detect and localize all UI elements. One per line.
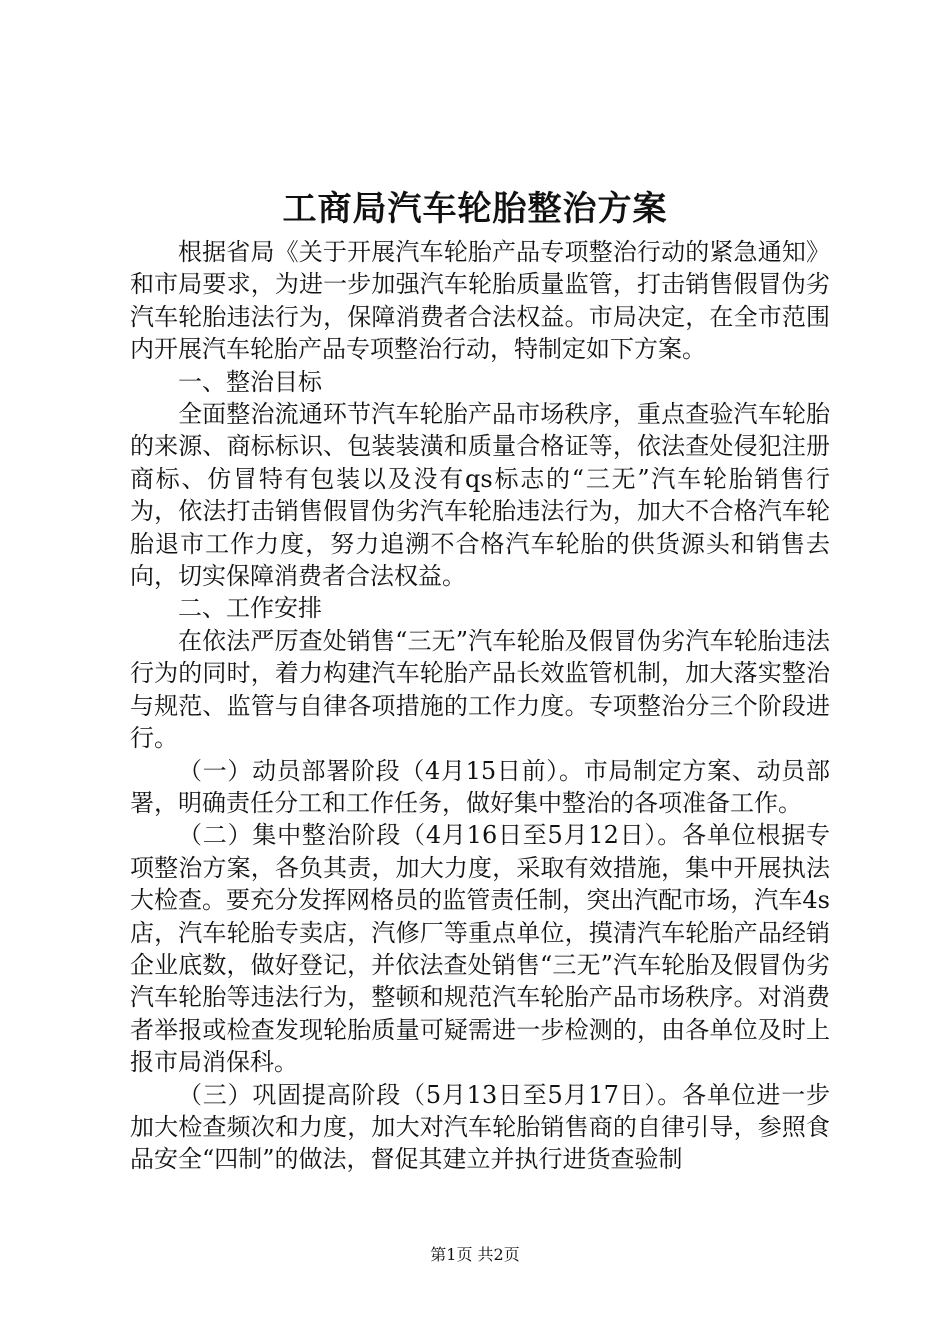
paragraph-goals: 全面整治流通环节汽车轮胎产品市场秩序，重点查验汽车轮胎的来源、商标标识、包装装潢和质量合格证等，依法查处侵犯注册商标、仿冒特有包装以及没有qs标志的“三无”汽车轮胎销售行为，依法打击销售假冒伪劣汽车轮胎违法行为，加大不合格汽车轮胎退市工作力度，努力追溯不合格汽车轮胎的供货源头和销售去向，切实保障消费者合法权益。 xyxy=(130,400,830,591)
section-heading-arrangement: 二、工作安排 xyxy=(178,594,322,623)
paragraph-stage-two: （二）集中整治阶段（4月16日至5月12日）。各单位根据专项整治方案，各负其责，加大力度，采取有效措施，集中开展执法大检查。要充分发挥网格员的监管责任制，突出汽配市场，汽车4s店，汽车轮胎专卖店，汽修厂等重点单位，摸清汽车轮胎产品经销企业底数，做好登记，并依法查处销售“三无”汽车轮胎及假冒伪劣汽车轮胎等违法行为，整顿和规范汽车轮胎产品市场秩序。对消费者举报或检查发现轮胎质量可疑需进一步检测的，由各单位及时上报市局消保科。 xyxy=(130,821,830,1077)
section-heading-goals: 一、整治目标 xyxy=(178,367,322,396)
paragraph-intro: 根据省局《关于开展汽车轮胎产品专项整治行动的紧急通知》和市局要求，为进一步加强汽车轮胎质量监管，打击销售假冒伪劣汽车轮胎违法行为，保障消费者合法权益。市局决定，在全市范围内开展汽车轮胎产品专项整治行动，特制定如下方案。 xyxy=(130,238,830,364)
page-title: 工商局汽车轮胎整治方案 xyxy=(282,189,668,229)
paragraph-stage-one: （一）动员部署阶段（4月15日前）。市局制定方案、动员部署，明确责任分工和工作任务，做好集中整治的各项准备工作。 xyxy=(130,756,830,817)
document-body xyxy=(130,236,830,1176)
page-number-footer: 第1页 共2页 xyxy=(430,1245,520,1264)
paragraph-stage-three: （三）巩固提高阶段（5月13日至5月17日）。各单位进一步加大检查频次和力度，加大对汽车轮胎销售商的自律引导，参照食品安全“四制”的做法，督促其建立并执行进货查验制 xyxy=(130,1080,830,1174)
paragraph-arrangement: 在依法严厉查处销售“三无”汽车轮胎及假冒伪劣汽车轮胎违法行为的同时，着力构建汽车轮胎产品长效监管机制，加大落实整治与规范、监管与自律各项措施的工作力度。专项整治分三个阶段进行。 xyxy=(130,626,830,753)
